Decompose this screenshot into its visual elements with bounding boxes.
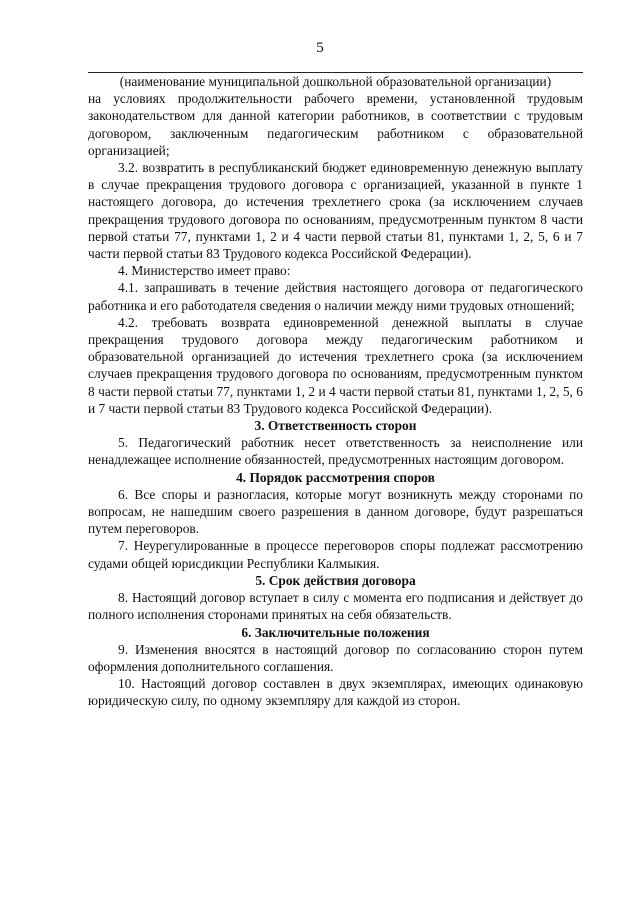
paragraph-4: 4. Министерство имеет право: <box>118 263 291 279</box>
organization-caption: (наименование муниципальной дошкольной образовательной организации) <box>119 74 552 89</box>
paragraph-4-1: 4.1. запрашивать в течение действия настоящего договора от педагогического работника и его работодателя сведения о наличии между ними трудовых отношений; <box>88 280 583 313</box>
paragraph-7: 7. Неурегулированные в процессе переговоров споры подлежат рассмотрению судами общей юрисдикции Республики Калмыкия. <box>88 538 583 571</box>
paragraph-9: 9. Изменения вносятся в настоящий договор по согласованию сторон путем оформления дополнительного соглашения. <box>88 641 583 674</box>
paragraph-continuation: на условиях продолжительности рабочего времени, установленной трудовым законодательством для данной категории работников, в соответствии с трудовым договором, заключенным педагогическим работником с образовательной организацией; <box>88 91 583 158</box>
paragraph-10: 10. Настоящий договор составлен в двух экземплярах, имеющих одинаковую юридическую силу, по одному экземпляру для каждой из сторон. <box>88 676 583 709</box>
paragraph-6: 6. Все споры и разногласия, которые могут возникнуть между сторонами по вопросам, не нашедшим своего разрешения в данном договоре, будут разрешаться путем переговоров. <box>88 486 583 537</box>
section-heading-final: 6. Заключительные положения <box>241 624 430 640</box>
section-heading-responsibility: 3. Ответственность сторон <box>254 418 417 434</box>
paragraph-4-2: 4.2. требовать возврата единовременной денежной выплаты в случае прекращения трудового договора между педагогическим работником и образовательной организацией до истечения трехлетнего срока (за исключением случаев прекращения трудового договора по основаниям, предусмотренным пунктом 8 части первой статьи 77, пунктами 1, 2 и 4 части первой статьи 81, пунктами 1, 2, 5, 6 и 7 части первой статьи 83 Трудового кодекса Российской Федерации). <box>88 314 583 416</box>
paragraph-3-2: 3.2. возвратить в республиканский бюджет единовременную денежную выплату в случае прекращения трудового договора с организацией, указанной в пункте 1 настоящего договора, до истечения трехлетнего срока (за исключением случаев прекращения трудового договора по основаниям, предусмотренным пунктом 8 части первой статьи 77, пунктами 1, 2 и 4 части первой статьи 81, пунктами 1, 2, 5, 6 и 7 части первой статьи 83 Трудового кодекса Российской Федерации). <box>88 160 583 262</box>
document-body <box>88 73 583 710</box>
section-heading-disputes: 4. Порядок рассмотрения споров <box>236 469 435 485</box>
page-number: 5 <box>316 40 324 56</box>
paragraph-5: 5. Педагогический работник несет ответственность за неисполнение или ненадлежащее исполнение обязанностей, предусмотренных настоящим договором. <box>88 435 583 468</box>
paragraph-8: 8. Настоящий договор вступает в силу с момента его подписания и действует до полного исполнения сторонами принятых на себя обязательств. <box>88 590 583 623</box>
section-heading-term: 5. Срок действия договора <box>255 572 416 588</box>
